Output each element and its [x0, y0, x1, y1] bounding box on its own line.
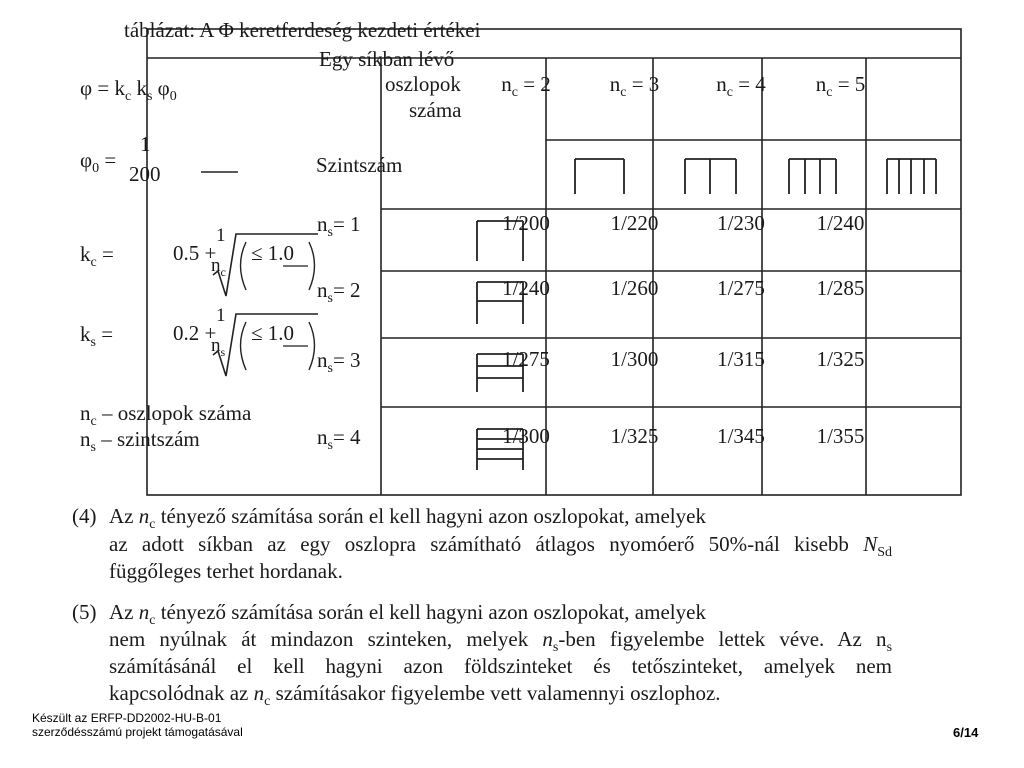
column-header-nc2: $n_c = 2$ [501, 72, 551, 101]
table-cell: 1/345 [717, 424, 765, 448]
table-cell: 1/200 [502, 211, 550, 235]
table-cell: 1/260 [610, 276, 659, 300]
formula-phi0-numerator: 1 [140, 132, 151, 156]
table-cell: 1/300 [502, 424, 550, 448]
formula-ks-denominator: $n_s$ [211, 335, 226, 359]
footer-line-2: szerződésszámú projekt támogatásával [32, 725, 243, 739]
formula-ks-numerator: 1 [216, 305, 226, 326]
formula-ks-limit: ≤ 1.0 [251, 321, 295, 345]
row-header-ns2: $n_s= 2$ [317, 278, 361, 307]
formula-kc-const: 0.5 + [173, 241, 217, 265]
formula-ks-const: 0.2 + [173, 321, 217, 345]
column-header-nc5: $n_c = 5$ [815, 72, 866, 101]
legend-ns: $n_s$ – szintszám [80, 427, 200, 456]
paragraph-5 [72, 598, 892, 710]
row-header-ns4: $n_s= 4$ [317, 425, 361, 454]
table-cell: 1/240 [502, 276, 550, 300]
legend-nc: $n_c$ – oszlopok száma [80, 401, 252, 430]
paragraph-line: kapcsolódnak az $n_c$ számításakor figyelembe vett valamennyi oszlophoz. [109, 681, 721, 710]
paragraph-number: (4) [72, 504, 97, 528]
formula-phi0-lhs: $\varphi_0$ = [80, 148, 117, 177]
header-columns-line3: száma [409, 98, 462, 122]
row-header-ns1: $n_s= 1$ [317, 212, 361, 241]
frame-icon-nc3 [685, 159, 736, 194]
frame-icon-nc4 [789, 159, 836, 194]
paragraph-line: az adott síkban az egy oszlopra számítható átlagos nyomóerő 50%-nál kisebb $N_{Sd}$ [109, 532, 892, 561]
table-cell: 1/240 [816, 211, 865, 235]
table-cell: 1/285 [816, 276, 865, 300]
row-header-ns3: $n_s= 3$ [317, 348, 361, 377]
page-number: 6/14 [953, 725, 979, 740]
column-header-nc4: $n_c = 4$ [716, 72, 766, 101]
footer-line-1: Készült az ERFP-DD2002-HU-B-01 [32, 711, 222, 725]
paragraph-line: Az $n_c$ tényező számítása során el kell hagyni azon oszlopokat, amelyek [109, 504, 706, 533]
table-title: táblázat: A Φ keretferdeség kezdeti értékei [124, 18, 481, 42]
keretferdeseg-table [73, 14, 889, 482]
column-header-nc3: $n_c = 3$ [609, 72, 660, 101]
formula-ks-lhs: $k_s$ = [80, 322, 114, 351]
formula-kc-numerator: 1 [216, 225, 226, 246]
header-columns-line2: oszlopok [385, 72, 461, 96]
paragraph-4 [72, 502, 892, 592]
formula-phi0-denominator: 200 [129, 162, 161, 186]
paragraph-line: nem nyúlnak át mindazon szinteken, melyek $n_s$-ben figyelembe lettek véve. Az $n_s$ [109, 627, 893, 656]
formula-kc-denominator: $n_c$ [211, 255, 226, 279]
paragraph-line: számításánál el kell hagyni azon földszinteket és tetőszinteket, amelyek nem [109, 654, 892, 678]
header-columns-line1: Egy síkban lévő [319, 47, 455, 71]
table-cell: 1/325 [816, 347, 865, 371]
frame-icon-nc2 [575, 159, 624, 194]
paragraph-number: (5) [72, 600, 97, 624]
table-cell: 1/220 [610, 211, 659, 235]
formula-kc-lhs: $k_c$ = [80, 242, 114, 271]
table-cell: 1/275 [502, 347, 550, 371]
formula-phi: $\varphi = k_c$ $k_s$ $\varphi_0$ [80, 76, 177, 105]
table-cell: 1/325 [610, 424, 659, 448]
table-cell: 1/230 [717, 211, 765, 235]
table-cell: 1/300 [610, 347, 659, 371]
table-cell: 1/275 [717, 276, 765, 300]
paragraph-line: függőleges terhet hordanak. [109, 559, 343, 583]
table-cell: 1/355 [816, 424, 865, 448]
floor-count-label: Szintszám [316, 153, 403, 177]
formula-kc-limit: ≤ 1.0 [251, 241, 295, 265]
footer-credit [32, 711, 243, 739]
table-cell: 1/315 [717, 347, 765, 371]
paragraph-line: Az $n_c$ tényező számítása során el kell hagyni azon oszlopokat, amelyek [109, 600, 706, 629]
frame-icon-nc5 [887, 159, 936, 194]
